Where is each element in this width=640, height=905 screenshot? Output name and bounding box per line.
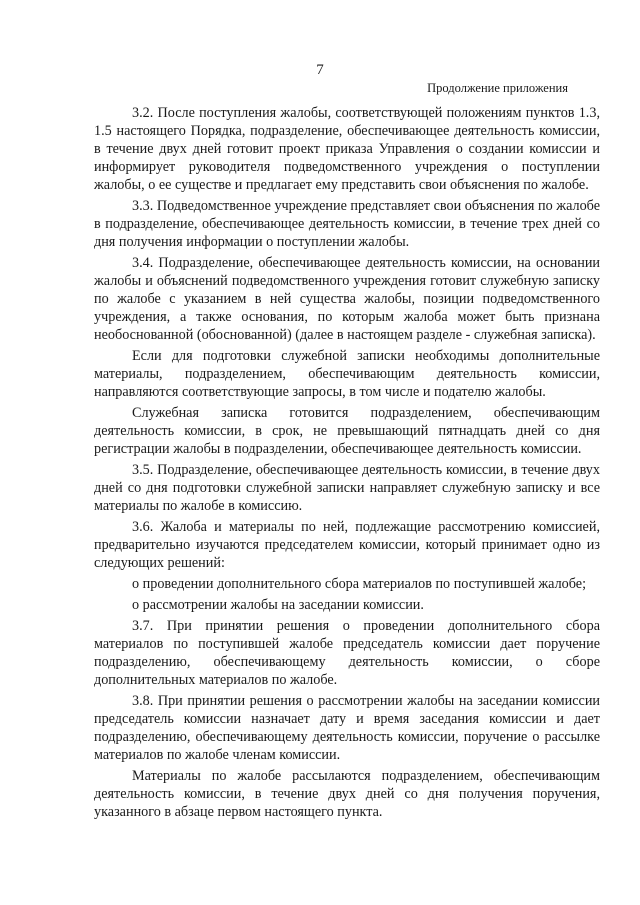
paragraph-decision-option-1: о проведении дополнительного сбора материалов по поступившей жалобе;	[132, 576, 587, 592]
paragraph-3-8: 3.8. При принятии решения о рассмотрении жалобы на заседании комиссии председатель комиссии назначает дату и время заседания комиссии и дает подразделению, обеспечивающему деятельность комиссии, поручение о рассылке материалов по жалобе членам комиссии.	[94, 693, 600, 763]
paragraph-3-4: 3.4. Подразделение, обеспечивающее деятельность комиссии, на основании жалобы и объяснений подведомственного учреждения готовит служебную записку по жалобе с указанием в ней существа жалобы, позиции подведомственного учреждения, а также основания, по которым жалоба может быть признана необоснованной (обоснованной) (далее в настоящем разделе - служебная записка).	[94, 255, 600, 343]
paragraph-memo-deadline: Служебная записка готовится подразделением, обеспечивающим деятельность комиссии, в срок, не превышающий пятнадцать дней со дня регистрации жалобы в подразделении, обеспечивающее деятельность комиссии.	[94, 405, 600, 457]
paragraph-3-2: 3.2. После поступления жалобы, соответствующей положениям пунктов 1.3, 1.5 настоящего Порядка, подразделение, обеспечивающее деятельность комиссии, в течение двух дней готовит проект приказа Управления о создании комиссии и информирует руководителя подведомственного учреждения о поступлении жалобы, о ее существе и предлагает ему представить свои объяснения по жалобе.	[94, 105, 600, 193]
paragraph-decision-option-2: о рассмотрении жалобы на заседании комиссии.	[132, 597, 424, 613]
paragraph-3-3: 3.3. Подведомственное учреждение представляет свои объяснения по жалобе в подразделение, обеспечивающее деятельность комиссии, в течение трех дней со дня получения информации о поступлении жалобы.	[94, 198, 600, 250]
paragraph-3-6: 3.6. Жалоба и материалы по ней, подлежащие рассмотрению комиссией, предварительно изучаются председателем комиссии, который принимает одно из следующих решений:	[94, 519, 600, 571]
document-body	[94, 104, 600, 821]
page-number: 7	[316, 62, 324, 78]
paragraph-3-7: 3.7. При принятии решения о проведении дополнительного сбора материалов по поступившей жалобе председатель комиссии дает поручение подразделению, обеспечивающему деятельность комиссии, о сборе дополнительных материалов по жалобе.	[94, 618, 600, 688]
paragraph-additional-materials: Если для подготовки служебной записки необходимы дополнительные материалы, подразделением, обеспечивающим деятельность комиссии, направляются соответствующие запросы, в том числе и подателю жалобы.	[94, 348, 600, 400]
continuation-label: Продолжение приложения	[427, 81, 568, 95]
paragraph-materials-distribution: Материалы по жалобе рассылаются подразделением, обеспечивающим деятельность комиссии, в течение двух дней со дня получения поручения, указанного в абзаце первом настоящего пункта.	[94, 768, 600, 820]
paragraph-3-5: 3.5. Подразделение, обеспечивающее деятельность комиссии, в течение двух дней со дня подготовки служебной записки направляет служебную записку и все материалы по жалобе в комиссию.	[94, 462, 600, 514]
